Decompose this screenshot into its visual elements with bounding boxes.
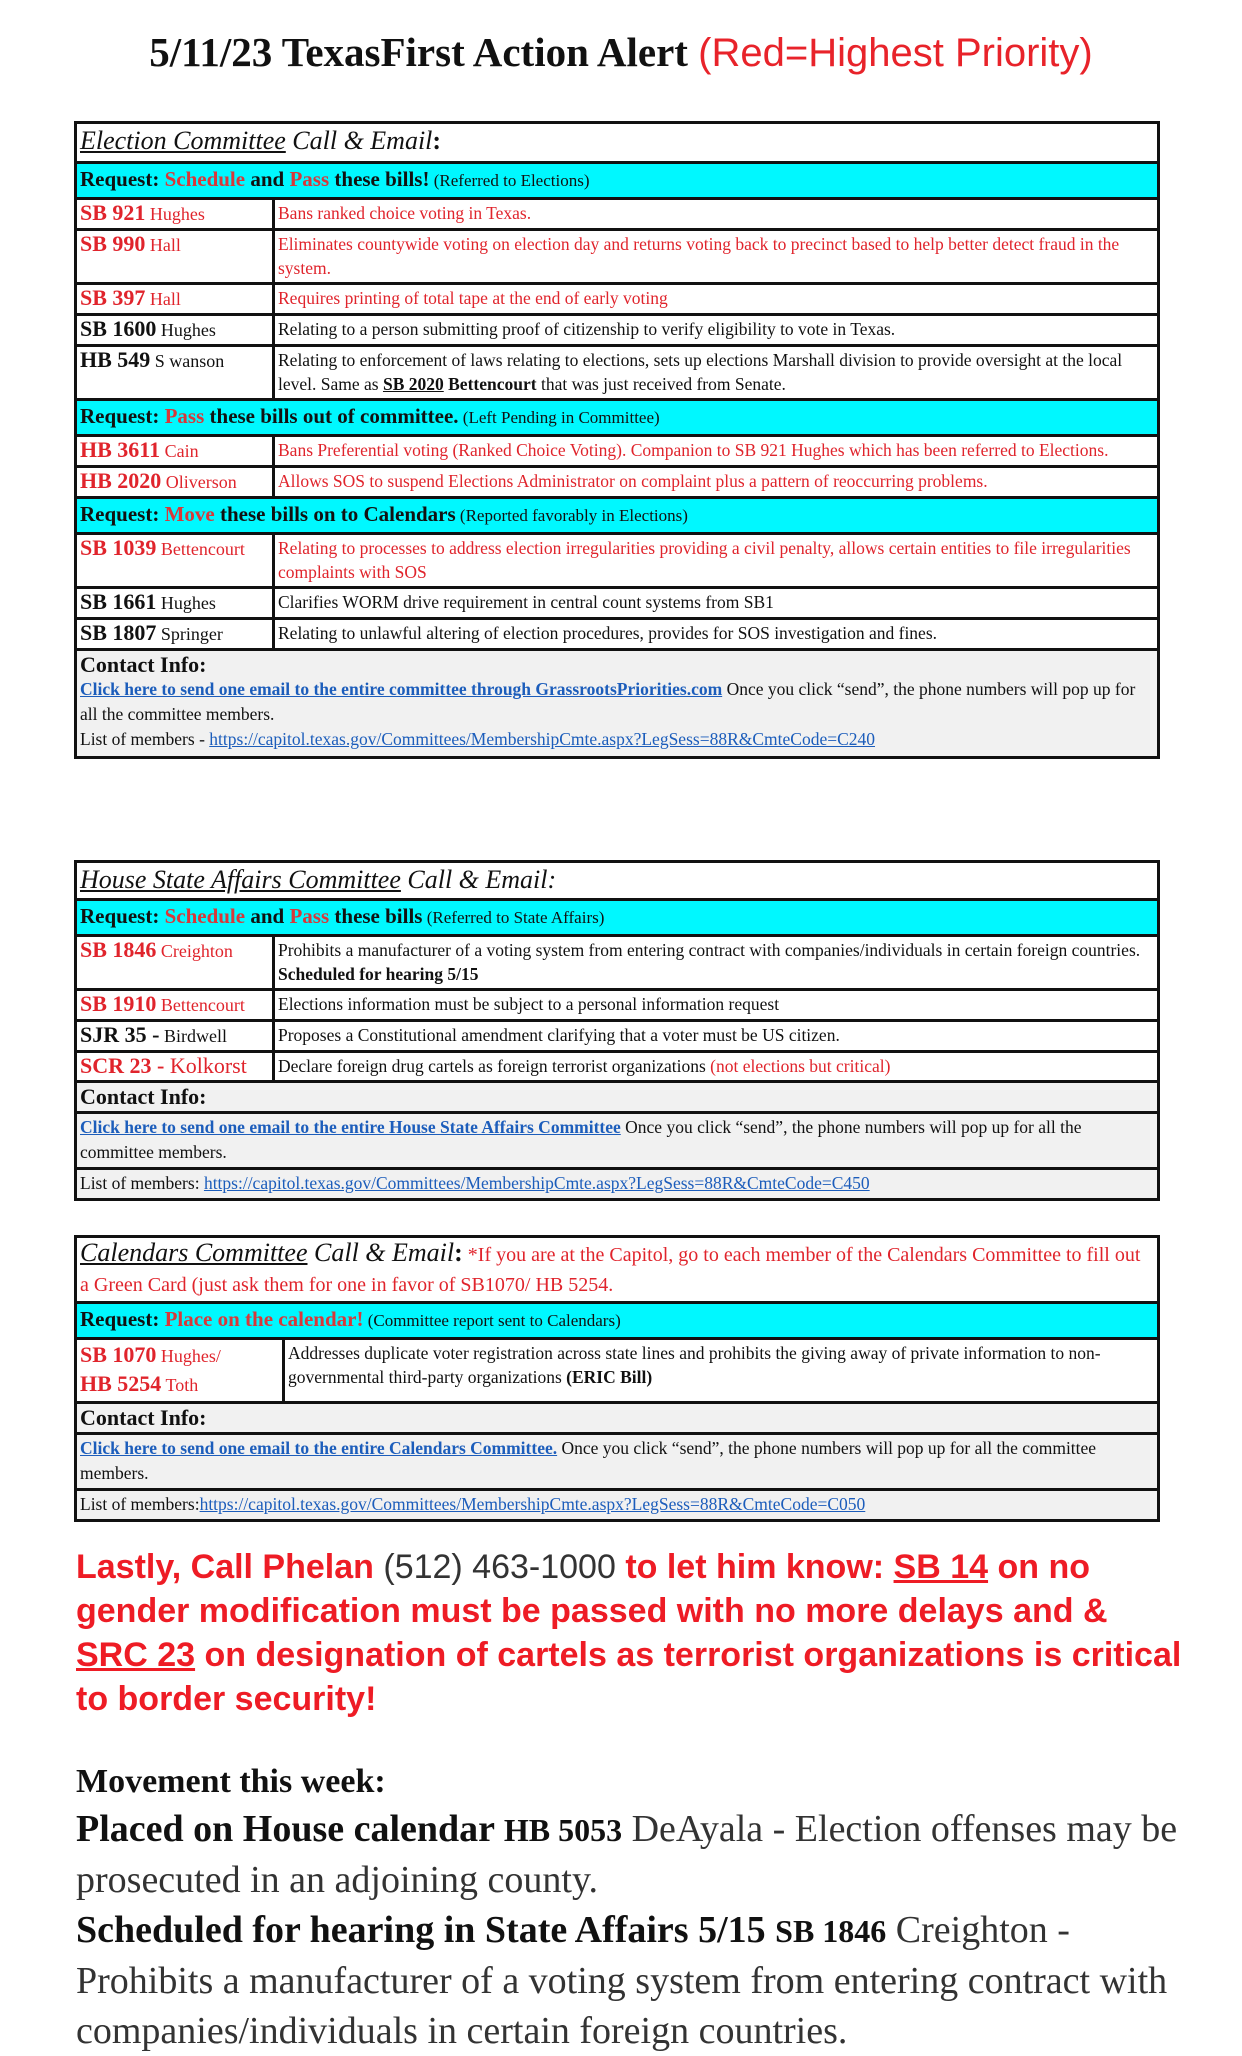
priority-legend: (Red=Highest Priority) — [698, 31, 1093, 75]
bill-row — [76, 1021, 1159, 1052]
bill-sponsor: Hughes — [156, 593, 216, 613]
committee-header-tail: Call & Email — [285, 126, 433, 155]
bill-description: Clarifies WORM drive requirement in central count systems from SB1 — [274, 588, 1159, 619]
request-text: these bills! — [329, 167, 430, 191]
contact-email-row — [76, 1434, 1159, 1490]
bill-number: SB 1661 — [80, 589, 157, 614]
contact-email-row — [76, 1113, 1159, 1169]
bill-sponsor: Hughes — [145, 204, 205, 224]
request-and: and — [245, 167, 290, 191]
bill-description — [274, 346, 1159, 400]
state-affairs-committee-table — [74, 860, 1160, 1201]
request-note: (Referred to State Affairs) — [422, 908, 605, 927]
related-bill-ref: SB 2020 — [382, 374, 444, 394]
request-text: these bills out of committee. — [204, 404, 459, 428]
bill-sponsor: S wanson — [150, 351, 225, 371]
bill-number: SB 1039 — [80, 535, 157, 560]
email-committee-link[interactable]: Click here to send one email to the entire Calendars Committee. — [80, 1438, 558, 1458]
bill-sponsor: Creighton — [156, 941, 233, 961]
request-verb: Move — [164, 502, 215, 526]
bill-description: Relating to unlawful altering of election procedures, provides for SOS investigation and fines. — [274, 619, 1159, 650]
bill-ref-sb14: SB 14 — [893, 1548, 989, 1586]
request-label: Request: — [80, 167, 165, 191]
request-note: (Committee report sent to Calendars) — [363, 1311, 621, 1330]
bill-description: Eliminates countywide voting on election day and returns voting back to precinct based to help better detect fraud in the system. — [274, 230, 1159, 284]
committee-name: Calendars Committee — [80, 1238, 308, 1267]
bill-description: Relating to a person submitting proof of citizenship to verify eligibility to vote in Texas. — [274, 315, 1159, 346]
movement-bill: HB 5053 — [503, 1812, 623, 1848]
bill-number: SB 921 — [80, 200, 146, 225]
desc-text: Relating to enforcement of laws relating to elections, sets up elections Marshall division to provide oversight at the local level. Same as — [278, 350, 1123, 394]
desc-text: that was just received from Senate. — [536, 374, 786, 394]
email-committee-link[interactable]: Click here to send one email to the entire House State Affairs Committee — [80, 1117, 621, 1137]
request-verb: Schedule — [164, 904, 246, 928]
bill-sponsor: Toth — [161, 1375, 199, 1395]
email-committee-link[interactable]: Click here to send one email to the entire committee through GrassrootsPriorities.com — [80, 679, 723, 699]
contact-info — [76, 650, 1159, 758]
request-note: (Reported favorably in Elections) — [455, 506, 688, 525]
bill-description: Bans ranked choice voting in Texas. — [274, 199, 1159, 230]
bill-row — [76, 436, 1159, 467]
bill-number: HB 5254 — [80, 1371, 162, 1396]
request-label: Request: — [80, 404, 165, 428]
movement-text: DeAyala - Election offenses may be prosecuted in an adjoining county. — [76, 1808, 1178, 1901]
committee-header-tail: Call & Email — [307, 1238, 455, 1267]
request-label: Request: — [80, 904, 165, 928]
bill-number: SB 1807 — [80, 620, 157, 645]
bill-row — [76, 990, 1159, 1021]
hearing-date: Scheduled for hearing 5/15 — [278, 964, 479, 984]
members-label: List of members: — [80, 1173, 204, 1193]
members-list-link[interactable]: https://capitol.texas.gov/Committees/MembershipCmte.aspx?LegSess=88R&CmteCode=C240 — [209, 729, 875, 749]
capitol-green-card-note: *If you are at the Capitol, go to each member of the Calendars Committee to fill out a Green Card (just ask them for one in favor of SB1070/ HB 5254. — [80, 1244, 1141, 1296]
callout-text: on designation of cartels as terrorist organizations is critical to border security! — [76, 1636, 1182, 1718]
bill-row — [76, 315, 1159, 346]
request-verb: Place on the calendar! — [164, 1307, 364, 1331]
contact-members-row — [76, 1490, 1159, 1521]
bill-nickname: (ERIC Bill) — [566, 1367, 653, 1387]
bill-description — [274, 1052, 1159, 1082]
bill-description: Proposes a Constitutional amendment clarifying that a voter must be US citizen. — [274, 1021, 1159, 1052]
bill-row — [76, 467, 1159, 498]
bill-description — [284, 1339, 1159, 1403]
bill-number: SJR 35 - — [80, 1022, 160, 1047]
committee-header — [76, 862, 1159, 900]
bill-number: HB 3611 — [80, 437, 161, 462]
priority-note: (not elections but critical) — [710, 1056, 891, 1076]
bill-row — [76, 1339, 1159, 1403]
request-and: and — [245, 904, 290, 928]
committee-header — [76, 1237, 1159, 1303]
bill-number: SB 990 — [80, 231, 146, 256]
page-title — [0, 22, 1242, 83]
movement-section — [76, 1760, 1196, 2056]
desc-text: Declare foreign drug cartels as foreign terrorist organizations — [278, 1056, 711, 1076]
call-lead: Lastly, Call Phelan — [76, 1548, 374, 1586]
callout-text: on no gender modification must be passed with no more delays and & — [76, 1548, 1108, 1630]
request-row — [76, 1303, 1159, 1339]
request-text: these bills — [329, 904, 423, 928]
request-verb: Pass — [289, 904, 330, 928]
movement-heading: Movement this week: — [76, 1763, 386, 1800]
request-verb: Pass — [289, 167, 330, 191]
bill-row — [76, 284, 1159, 315]
bill-sponsor: Kolkorst — [164, 1053, 247, 1078]
bill-description — [274, 936, 1159, 990]
committee-header-tail: Call & Email — [400, 865, 548, 894]
request-row — [76, 498, 1159, 534]
bill-row — [76, 936, 1159, 990]
request-text: these bills on to Calendars — [214, 502, 456, 526]
bill-sponsor: Springer — [156, 624, 223, 644]
email-instructions: Once you click “send”, the phone numbers will pop up for all the committee members. — [80, 1438, 1097, 1483]
election-committee-table — [74, 121, 1160, 759]
bill-row — [76, 346, 1159, 400]
bill-number: SCR 23 - — [80, 1053, 165, 1078]
contact-label: Contact Info: — [80, 1405, 207, 1430]
contact-info — [76, 1082, 1159, 1113]
colon: : — [547, 865, 557, 894]
request-note: (Left Pending in Committee) — [458, 408, 660, 427]
committee-name: House State Affairs Committee — [80, 865, 401, 894]
bill-sponsor: Hughes/ — [156, 1346, 221, 1366]
request-row — [76, 163, 1159, 199]
movement-bill: SB 1846 — [775, 1913, 887, 1949]
movement-text: Creighton - Prohibits a manufacturer of a voting system from entering contract with companies/individuals in certain foreign countries. — [76, 1909, 1168, 2052]
movement-action: Placed on House calendar — [76, 1808, 504, 1850]
request-label: Request: — [80, 502, 165, 526]
bill-number: SB 1846 — [80, 937, 157, 962]
desc-text: Prohibits a manufacturer of a voting system from entering contract with companies/individuals in certain foreign countries. — [278, 940, 1141, 960]
request-verb: Schedule — [164, 167, 246, 191]
movement-action: Scheduled for hearing in State Affairs 5/15 — [76, 1909, 776, 1951]
committee-header — [76, 123, 1159, 163]
request-note: (Referred to Elections) — [429, 171, 590, 190]
bill-description: Allows SOS to suspend Elections Administrator on complaint plus a pattern of reoccurring problems. — [274, 467, 1159, 498]
bill-row — [76, 199, 1159, 230]
contact-info — [76, 1403, 1159, 1434]
bill-sponsor: Bettencourt — [156, 995, 245, 1015]
bill-sponsor: Birdwell — [159, 1026, 227, 1046]
bill-row — [76, 230, 1159, 284]
members-list-link[interactable]: https://capitol.texas.gov/Committees/MembershipCmte.aspx?LegSess=88R&CmteCode=C450 — [203, 1173, 870, 1193]
phone-number[interactable]: (512) 463-1000 — [373, 1548, 626, 1586]
movement-item — [76, 1804, 1196, 1905]
bill-description: Requires printing of total tape at the end of early voting — [274, 284, 1159, 315]
contact-label: Contact Info: — [80, 1084, 207, 1109]
committee-name: Election Committee — [80, 126, 286, 155]
calendars-committee-table — [74, 1235, 1160, 1522]
bill-number: SB 1910 — [80, 991, 157, 1016]
bill-row — [76, 534, 1159, 588]
bill-description: Relating to processes to address election irregularities providing a civil penalty, allows certain entities to file irregularities complaints with SOS — [274, 534, 1159, 588]
bill-ref-src23: SRC 23 — [76, 1636, 196, 1674]
bill-number: SB 1070 — [80, 1342, 157, 1367]
related-bill-sponsor: Bettencourt — [443, 374, 537, 394]
colon: : — [432, 126, 442, 155]
bill-number: SB 1600 — [80, 316, 157, 341]
email-instructions: Once you click “send”, the phone numbers will pop up for all the committee members. — [80, 1117, 1082, 1162]
callout-text: to let him know: — [625, 1548, 894, 1586]
bill-sponsor: Hughes — [156, 320, 216, 340]
movement-item — [76, 1905, 1196, 2056]
request-row — [76, 900, 1159, 936]
email-instructions: Once you click “send”, the phone numbers will pop up for all the committee members. — [80, 679, 1136, 724]
bill-number: HB 549 — [80, 347, 151, 372]
bill-row — [76, 619, 1159, 650]
bill-sponsor: Hall — [145, 235, 181, 255]
members-label: List of members: — [80, 1494, 200, 1514]
bill-description: Bans Preferential voting (Ranked Choice Voting). Companion to SB 921 Hughes which has been referred to Elections. — [274, 436, 1159, 467]
bill-sponsor: Hall — [145, 289, 181, 309]
members-label: List of members - — [80, 729, 210, 749]
request-verb: Pass — [164, 404, 205, 428]
alert-title: 5/11/23 TexasFirst Action Alert — [149, 29, 688, 75]
contact-label: Contact Info: — [80, 652, 207, 677]
colon: : — [454, 1238, 463, 1267]
desc-text: Addresses duplicate voter registration across state lines and prohibits the giving away of private information to non-governmental third-party organizations — [288, 1343, 1101, 1387]
bill-row — [76, 588, 1159, 619]
members-list-link[interactable]: https://capitol.texas.gov/Committees/MembershipCmte.aspx?LegSess=88R&CmteCode=C050 — [199, 1494, 866, 1514]
bill-number: SB 397 — [80, 285, 146, 310]
bill-description: Elections information must be subject to a personal information request — [274, 990, 1159, 1021]
bill-number: HB 2020 — [80, 468, 162, 493]
request-label: Request: — [80, 1307, 165, 1331]
bill-sponsor: Bettencourt — [156, 539, 245, 559]
contact-members-row — [76, 1169, 1159, 1200]
request-row — [76, 400, 1159, 436]
bill-sponsor: Oliverson — [161, 472, 237, 492]
bill-row — [76, 1052, 1159, 1082]
call-phelan-callout — [76, 1545, 1186, 1721]
bill-sponsor: Cain — [160, 441, 199, 461]
